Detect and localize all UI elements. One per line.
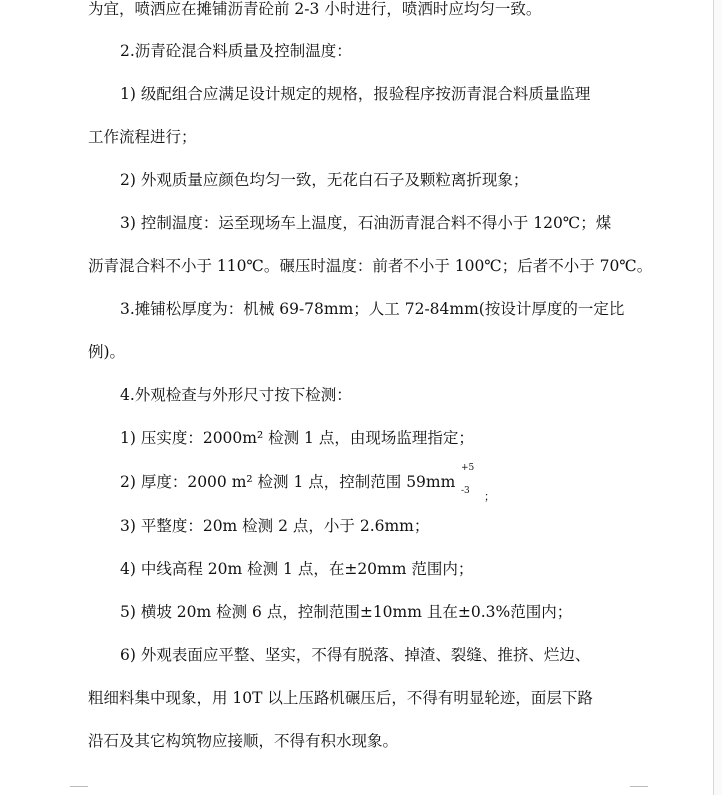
section-heading: 2.沥青砼混合料质量及控制温度： (120, 42, 352, 60)
paragraph-line: 沥青混合料不小于 110℃。碾压时温度：前者不小于 100℃；后者不小于 70℃。 (88, 257, 653, 275)
tolerance-plus: +5 (461, 463, 475, 473)
page-corner-mark (70, 786, 88, 793)
paragraph-line: 粗细料集中现象，用 10T 以上压路机碾压后，不得有明显轮迹，面层下路 (88, 689, 593, 707)
paragraph-line: 1) 级配组合应满足设计规定的规格，报验程序按沥青混合料质量监理 (120, 85, 591, 103)
list-item-slope: 5) 横坡 20m 检测 6 点，控制范围±10mm 且在±0.3%范围内； (120, 603, 573, 621)
paragraph-line: 3) 控制温度：运至现场车上温度，石油沥青混合料不得小于 120℃；煤 (120, 214, 612, 232)
paragraph-line: 沿石及其它构筑物应接顺，不得有积水现象。 (88, 732, 399, 750)
paragraph-line: 工作流程进行； (88, 128, 197, 146)
section-heading: 3.摊铺松厚度为：机械 69-78mm；人工 72-84mm(按设计厚度的一定比 (120, 300, 625, 318)
list-item-thickness: 2) 厚度：2000 m² 检测 1 点，控制范围 59mm (120, 473, 456, 491)
list-item-compaction: 1) 压实度：2000m² 检测 1 点，由现场监理指定； (120, 429, 474, 447)
tolerance-minus: -3 (461, 486, 470, 496)
list-item-elevation: 4) 中线高程 20m 检测 1 点，在±20mm 范围内； (120, 560, 474, 578)
paragraph-line: 为宜，喷洒应在摊铺沥青砼前 2-3 小时进行，喷洒时应均匀一致。 (88, 0, 542, 18)
section-heading: 4.外观检查与外形尺寸按下检测： (120, 386, 352, 404)
paragraph-line: 例)。 (88, 343, 126, 361)
page-corner-mark (630, 786, 648, 793)
tolerance-end: ； (484, 490, 495, 503)
list-item-flatness: 3) 平整度：20m 检测 2 点，小于 2.6mm； (120, 517, 430, 535)
page-edge (713, 0, 722, 795)
list-item-appearance: 6) 外观表面应平整、坚实，不得有脱落、掉渣、裂缝、推挤、烂边、 (120, 646, 591, 664)
paragraph-line: 2) 外观质量应颜色均匀一致，无花白石子及颗粒离折现象； (120, 171, 529, 189)
